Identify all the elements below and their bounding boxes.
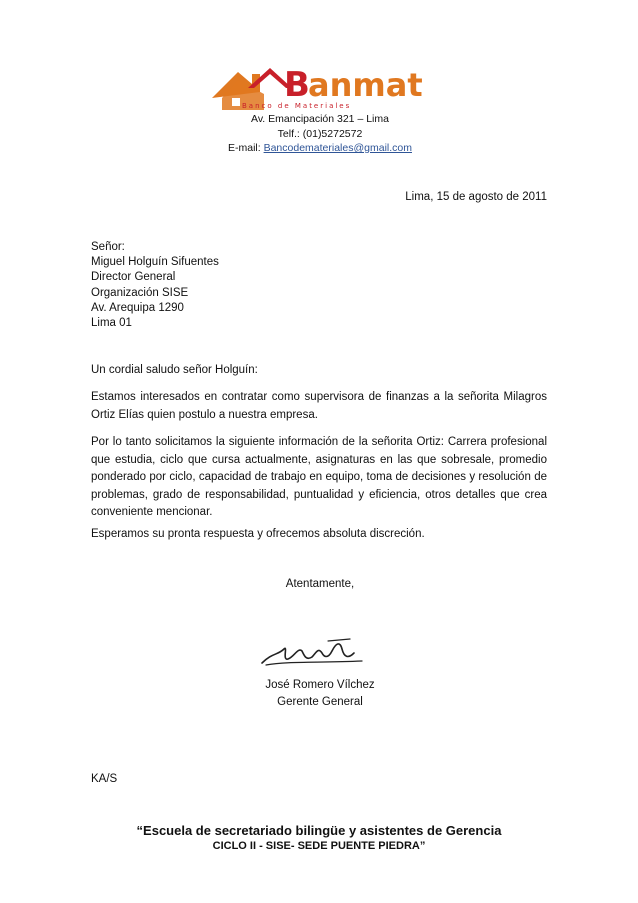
greeting: Un cordial saludo señor Holguín: (91, 364, 258, 376)
body-paragraph: Por lo tanto solicitamos la siguiente información de la señorita Ortiz: Carrera profesional que estudia, ciclo que cursa actualmente, asignaturas en las que sobresale, promedio ponderado por ciclo, capacidad de trabajo en equipo, toma de decisiones y resolución de problemas, grado de responsabilidad, puntualidad y eficiencia, otros detalles que crea conveniente mencionar. (91, 436, 547, 519)
company-phone: Telf.: (01)5272572 (277, 127, 363, 140)
recipient-street: Av. Arequipa 1290 (91, 301, 184, 314)
body-paragraph: Estamos interesados en contratar como supervisora de finanzas a la señorita Milagros Ortiz Elías quien postulo a nuestra empresa. (91, 391, 547, 421)
footer-line-2: CICLO II - SISE- SEDE PUENTE PIEDRA” (212, 840, 426, 852)
signer-block (190, 677, 450, 711)
recipient-organization: Organización SISE (91, 286, 189, 299)
house-logo-icon (208, 58, 430, 114)
signer-name: José Romero Vílchez (265, 679, 375, 691)
signer-position: Gerente General (277, 696, 363, 708)
recipient-title: Director General (91, 271, 176, 284)
salutation: Señor: (91, 241, 125, 253)
banmat-logo (208, 58, 430, 114)
svg-text:Banco de Materiales: Banco de Materiales (242, 102, 352, 110)
svg-text:anmat: anmat (308, 66, 423, 104)
addressee-block (91, 240, 219, 331)
recipient-name: Miguel Holguín Sifuentes (91, 256, 219, 269)
footer-line-1: “Escuela de secretariado bilingüe y asistentes de Gerencia (136, 823, 502, 838)
email-link[interactable]: Bancodemateriales@gmail.com (263, 142, 412, 154)
closing: Atentamente, (285, 578, 355, 590)
signature-icon (258, 633, 370, 669)
company-address: Av. Emancipación 321 – Lima (251, 113, 389, 125)
company-email-line (150, 141, 490, 156)
recipient-city: Lima 01 (91, 317, 132, 330)
footer (60, 822, 578, 853)
body-paragraph: Esperamos su pronta respuesta y ofrecemos absoluta discreción. (91, 528, 425, 540)
email-label: E-mail: (228, 142, 264, 154)
reference-initials: KA/S (91, 773, 118, 785)
handwritten-signature (258, 633, 370, 669)
letterhead-contact (150, 112, 490, 156)
letter-date: Lima, 15 de agosto de 2011 (405, 191, 547, 203)
svg-text:B: B (284, 65, 310, 105)
